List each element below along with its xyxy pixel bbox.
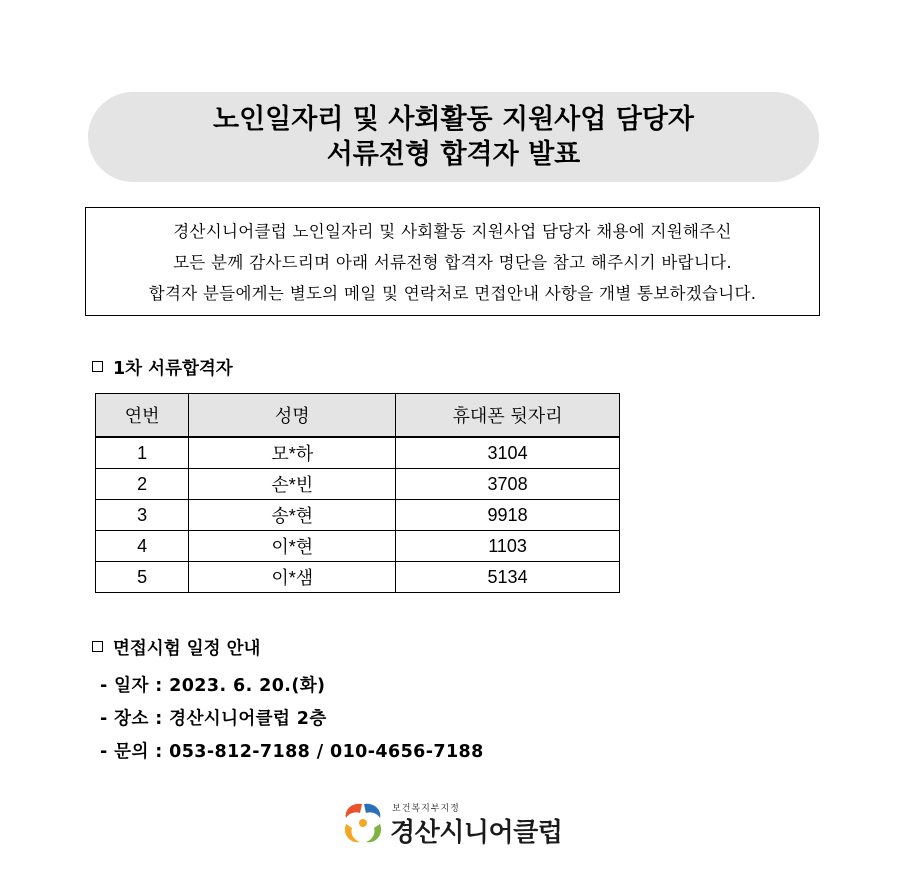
notice-line-3: 합격자 분들에게는 별도의 메일 및 연락처로 면접안내 사항을 개별 통보하겠습니다.: [148, 284, 757, 303]
cell-phone: 3708: [396, 469, 620, 500]
column-header-number: 연번: [96, 394, 189, 438]
table-row: [96, 531, 620, 562]
cell-number: 5: [96, 562, 189, 593]
cell-number: 1: [96, 437, 189, 469]
applicant-table: [95, 393, 620, 593]
cell-name: 모*하: [189, 437, 396, 469]
table-header-row: [96, 394, 620, 438]
info-contact: - 문의 : 053-812-7188 / 010-4656-7188: [100, 742, 484, 762]
table-row: [96, 437, 620, 469]
cell-name: 이*샘: [189, 562, 396, 593]
checkbox-bullet-icon: [92, 641, 103, 652]
cell-name: 손*빈: [189, 469, 396, 500]
column-header-phone: 휴대폰 뒷자리: [396, 394, 620, 438]
cell-name: 송*현: [189, 500, 396, 531]
cell-number: 2: [96, 469, 189, 500]
section-heading-interview: [92, 635, 260, 660]
section-heading-applicants: [92, 355, 233, 380]
table-row: [96, 469, 620, 500]
organization-logo: [340, 800, 570, 852]
cell-number: 3: [96, 500, 189, 531]
notice-line-1: 경산시니어클럽 노인일자리 및 사회활동 지원사업 담당자 채용에 지원해주신: [173, 222, 732, 241]
title-line-2: 서류전형 합격자 발표: [326, 139, 581, 170]
logo-name: 경산시니어클럽: [390, 818, 563, 848]
cell-number: 4: [96, 531, 189, 562]
cell-phone: 5134: [396, 562, 620, 593]
title-banner: [88, 92, 819, 182]
logo-petal-blue: [364, 804, 380, 818]
info-date: - 일자 : 2023. 6. 20.(화): [100, 676, 326, 696]
title-line-1: 노인일자리 및 사회활동 지원사업 담당자: [213, 104, 694, 135]
column-header-name: 성명: [189, 394, 396, 438]
notice-box: [85, 207, 820, 316]
table-row: [96, 500, 620, 531]
section-heading-text: 면접시험 일정 안내: [113, 639, 261, 659]
logo-mark-icon: [340, 800, 386, 846]
cell-phone: 1103: [396, 531, 620, 562]
logo-petal-green: [366, 824, 381, 842]
table-row: [96, 562, 620, 593]
interview-info-list: [100, 670, 484, 769]
logo-center-dot: [359, 819, 367, 827]
cell-name: 이*현: [189, 531, 396, 562]
checkbox-bullet-icon: [92, 361, 103, 372]
logo-subtitle: 보건복지부지정: [392, 804, 460, 814]
section-heading-text: 1차 서류합격자: [113, 359, 233, 379]
logo-petal-orange: [345, 824, 360, 842]
cell-phone: 3104: [396, 437, 620, 469]
logo-petal-red: [346, 804, 362, 818]
notice-line-2: 모든 분께 감사드리며 아래 서류전형 합격자 명단을 참고 해주시기 바랍니다.: [173, 253, 732, 272]
cell-phone: 9918: [396, 500, 620, 531]
info-location: - 장소 : 경산시니어클럽 2층: [100, 709, 327, 729]
